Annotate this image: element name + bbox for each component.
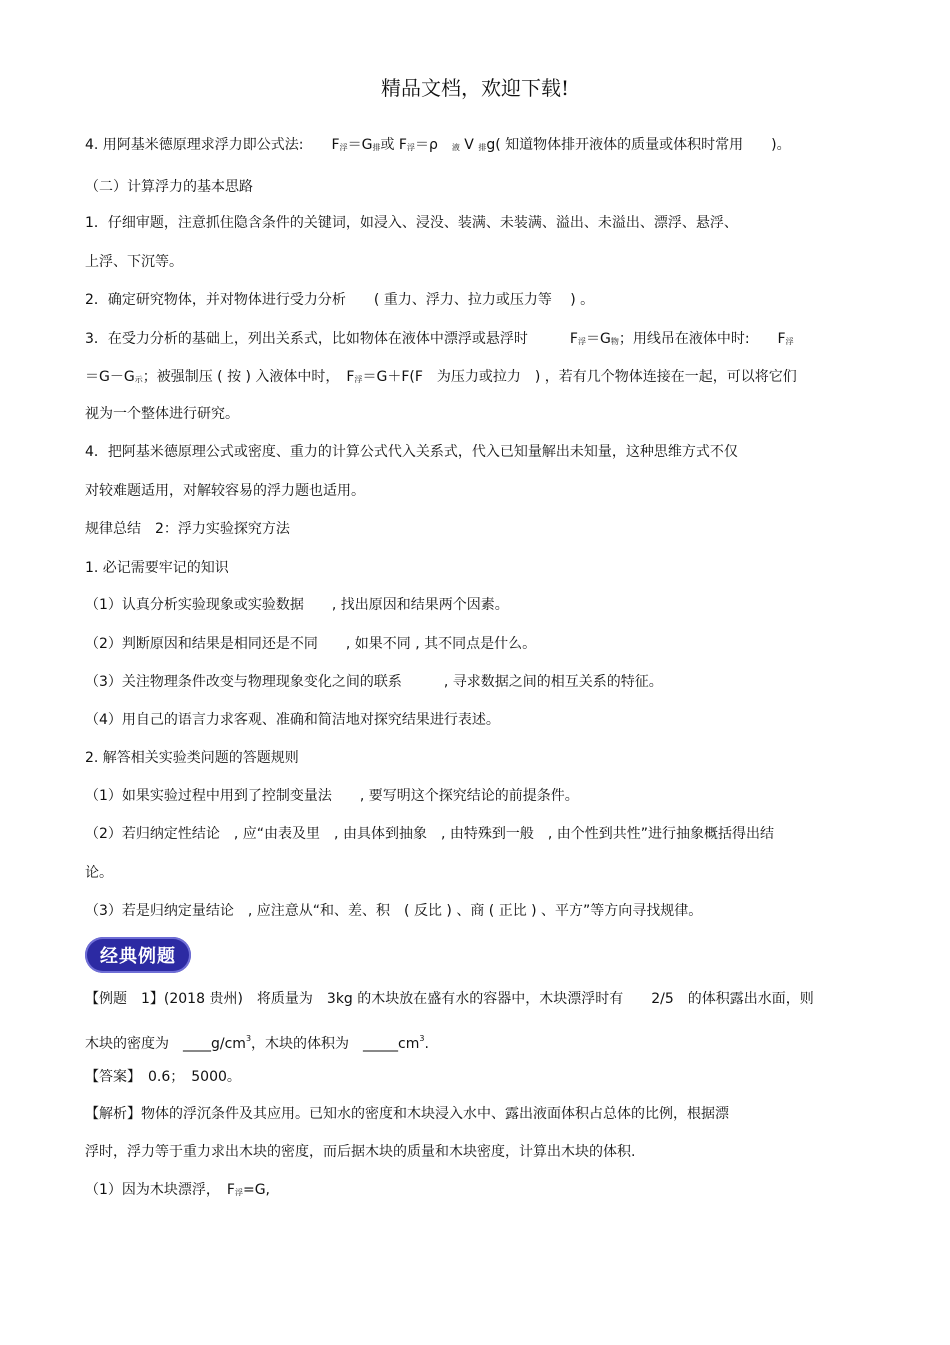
analysis: 浮时，浮力等于重力求出木块的密度，而后据木块的质量和木块密度，计算出木块的体积. [85, 1144, 636, 1160]
paragraph: 1．仔细审题，注意抓住隐含条件的关键词，如浸入、浸没、装满、未装满、溢出、未溢出、漂浮、悬浮、 [85, 215, 738, 231]
list-item: （1）认真分析实验现象或实验数据 , 找出原因和结果两个因素。 [85, 597, 509, 613]
formula-line: 4. 用阿基米德原理求浮力即公式法: F浮＝G排或 F浮＝ρ 液 V 排g( 知道物体排开液体的质量或体积时常用 )。 [85, 137, 791, 153]
list-item: （4）用自己的语言力求客观、准确和简洁地对探究结果进行表述。 [85, 712, 500, 728]
list-item: （3）关注物理条件改变与物理现象变化之间的联系 , 寻求数据之间的相互关系的特征。 [85, 674, 663, 690]
paragraph: 3．在受力分析的基础上，列出关系式，比如物体在液体中漂浮或悬浮时 F浮＝G物；用线吊在液体中时: F浮 [85, 331, 794, 347]
badge-label: 经典例题 [100, 946, 176, 967]
list-item: 论。 [85, 865, 113, 881]
paragraph: 2．确定研究物体，并对物体进行受力分析 ( 重力、浮力、拉力或压力等 ) 。 [85, 292, 595, 308]
paragraph: 2. 解答相关实验类问题的答题规则 [85, 750, 299, 766]
paragraph: 上浮、下沉等。 [85, 254, 183, 270]
analysis-step: （1）因为木块漂浮， F浮=G, [85, 1182, 270, 1198]
example-question: 【例题 1】(2018 贵州) 将质量为 3kg 的木块放在盛有水的容器中，木块漂浮时有 2/5 的体积露出水面，则 [85, 991, 814, 1007]
list-item: （2）判断原因和结果是相同还是不同 , 如果不同 , 其不同点是什么。 [85, 636, 537, 652]
paragraph: 1. 必记需要牢记的知识 [85, 560, 229, 576]
paragraph: 4．把阿基米德原理公式或密度、重力的计算公式代入关系式，代入已知量解出未知量，这种思维方式不仅 [85, 444, 738, 460]
paragraph: ＝G－G示；被强制压 ( 按 ) 入液体中时， F浮＝G＋F(F 为压力或拉力 ) ，若有几个物体连接在一起，可以将它们 [85, 369, 797, 385]
classic-examples-badge [85, 937, 191, 973]
section-heading: （二）计算浮力的基本思路 [85, 179, 253, 195]
list-item: （1）如果实验过程中用到了控制变量法 , 要写明这个探究结论的前提条件。 [85, 788, 579, 804]
page-header: 精品文档，欢迎下载! [380, 76, 570, 100]
paragraph: 对较难题适用，对解较容易的浮力题也适用。 [85, 483, 365, 499]
example-question: 木块的密度为 $\_\_\_\_g/cm^3$，木块的体积为 $\_\_\_\_\_cm^3$. [85, 1034, 429, 1052]
list-item: （2）若归纳定性结论 , 应“由表及里 , 由具体到抽象 , 由特殊到一般 , 由个性到共性”进行抽象概括得出结 [85, 826, 775, 842]
analysis: 【解析】物体的浮沉条件及其应用。已知水的密度和木块浸入水中、露出液面体积占总体的比例，根据漂 [85, 1106, 729, 1122]
answer: 【答案】 0.6； 5000。 [85, 1069, 241, 1085]
paragraph: 视为一个整体进行研究。 [85, 406, 239, 422]
list-item: （3）若是归纳定量结论 , 应注意从“和、差、积 ( 反比 ) 、商 ( 正比 ) 、平方”等方向寻找规律。 [85, 903, 703, 919]
section-heading: 规律总结 2：浮力实验探究方法 [85, 521, 290, 537]
